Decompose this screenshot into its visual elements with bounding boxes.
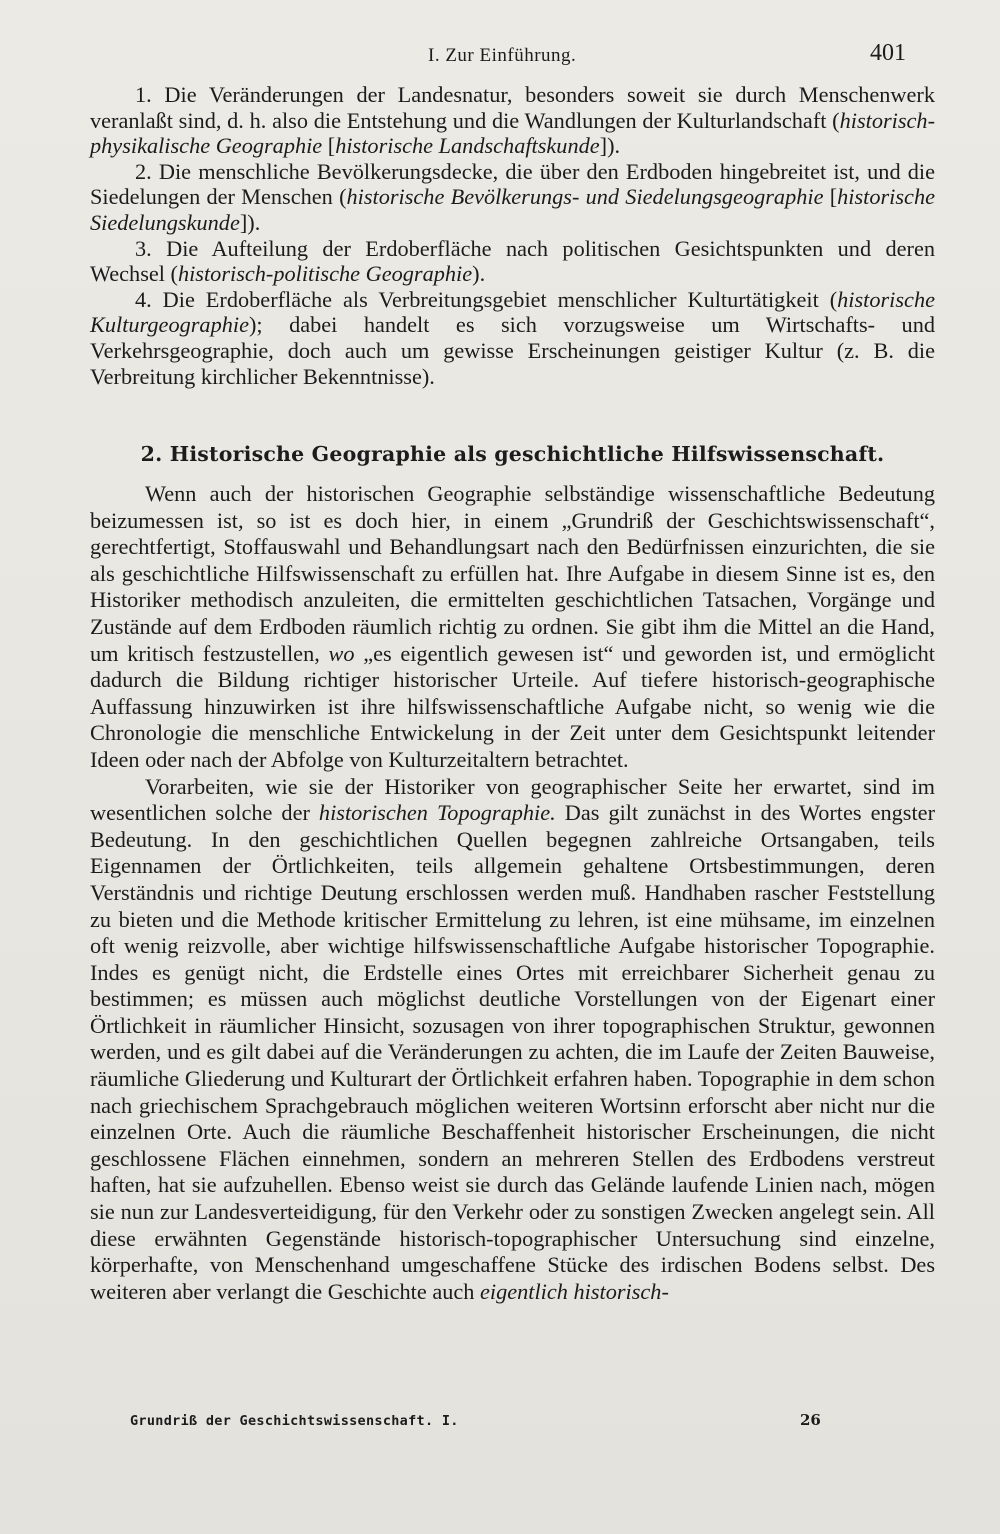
list-item: 4. Die Erdoberfläche als Verbreitungsgebiet menschlicher Kulturtätigkeit (historische Kulturgeographie); dabei handelt es sich vorzugsweise um Wirtschafts- und Verkehrsgeographie, doch auch um gewisse Erscheinungen geistiger Kultur (z. B. die Verbreitung kirchlicher Bekenntnisse). [90, 286, 935, 389]
running-title: I. Zur Einführung. [428, 45, 577, 66]
section-heading: 2. Historische Geographie als geschichtliche Hilfswissenschaft. [140, 442, 885, 466]
paragraph: Wenn auch der historischen Geographie selbständige wissenschaftliche Bedeutung beizumessen ist, so ist es doch hier, in einem „Grundriß der Geschichtswissenschaft“, gerechtfertigt, Stoffauswahl und Behandlungsart nach den Bedürfnissen einzurichten, die sie als geschichtliche Hilfswissenschaft zu erfüllen hat. Ihre Aufgabe in diesem Sinne ist es, den Historiker methodisch anzuleiten, die ermittelten geschichtlichen Tatsachen, Vorgänge und Zustände auf dem Erdboden räumlich richtig zu ordnen. Sie gibt ihm die Mittel an die Hand, um kritisch festzustellen, wo „es eigentlich gewesen ist“ und geworden ist, und ermöglicht dadurch die Bildung richtiger historischer Urteile. Auf tiefere historisch-geographische Auffassung hinzuwirken ist ihre hilfswissenschaftliche Aufgabe nicht, so wenig wie die Chronologie die menschliche Entwickelung in der Zeit unter dem Gesichtspunkt leitender Ideen oder nach der Abfolge von Kulturzeitaltern betrachtet. [90, 481, 935, 772]
topic-list [90, 82, 935, 389]
page-number: 401 [870, 40, 906, 66]
list-item: 3. Die Aufteilung der Erdoberfläche nach politischen Gesichtspunkten und deren Wechsel (historisch-politische Geographie). [90, 235, 935, 287]
sheet-number: 26 [800, 1411, 821, 1429]
list-item: 1. Die Veränderungen der Landesnatur, besonders soweit sie durch Menschenwerk veranlaßt sind, d. h. also die Entstehung und die Wandlungen der Kulturlandschaft (historisch-physikalische Geographie [historische Landschaftskunde]). [90, 82, 935, 159]
list-item: 2. Die menschliche Bevölkerungsdecke, die über den Erdboden hingebreitet ist, und die Siedelungen der Menschen (historische Bevölkerungs- und Siedelungsgeographie [historische Siedelungskunde]). [90, 158, 935, 235]
paragraph: Vorarbeiten, wie sie der Historiker von geographischer Seite her erwartet, sind im wesentlichen solche der historischen Topographie. Das gilt zunächst in des Wortes engster Bedeutung. In den geschichtlichen Quellen begegnen zahlreiche Ortsangaben, teils Eigennamen der Örtlichkeiten, teils allgemein gehaltene Ortsbestimmungen, deren Verständnis und richtige Deutung erschlossen werden muß. Handhaben rascher Feststellung zu bieten und die Methode kritischer Ermittelung zu lehren, ist eine mühsame, im einzelnen oft wenig reizvolle, aber wichtige hilfswissenschaftliche Aufgabe historischer Topographie. Indes es genügt nicht, die Erdstelle eines Ortes mit erreichbarer Sicherheit genau zu bestimmen; es müssen auch möglichst deutliche Vorstellungen von der Eigenart einer Örtlichkeit in räumlicher Hinsicht, sozusagen von ihrer topographischen Struktur, gewonnen werden, und es gilt dabei auf die Veränderungen zu achten, die im Laufe der Zeiten Bauweise, räumliche Gliederung und Kulturart der Örtlichkeit erfahren haben. Topographie in dem schon nach griechischem Sprachgebrauch möglichen weiteren Wortsinn erforscht aber nicht nur die einzelnen Orte. Auch die räumliche Beschaffenheit historischer Erscheinungen, die nicht geschlossene Flächen einnehmen, sondern an mehreren Stellen des Erdbodens verstreut haften, hat sie aufzuhellen. Ebenso weist sie durch das Gelände laufende Linien nach, mögen sie nun zur Landesverteidigung, für den Verkehr oder zu sonstigen Zwecken angelegt sein. All diese erwähnten Gegenstände historisch-topographischer Untersuchung sind einzelne, körperhafte, von Menschenhand umgeschaffene Stücke des irdischen Bodens selbst. Des weiteren aber verlangt die Geschichte auch eigentlich historisch- [90, 773, 935, 1304]
section-body [90, 481, 935, 1305]
running-head [0, 40, 1000, 70]
printer-signature: Grundriß der Geschichtswissenschaft. I. [130, 1413, 459, 1429]
